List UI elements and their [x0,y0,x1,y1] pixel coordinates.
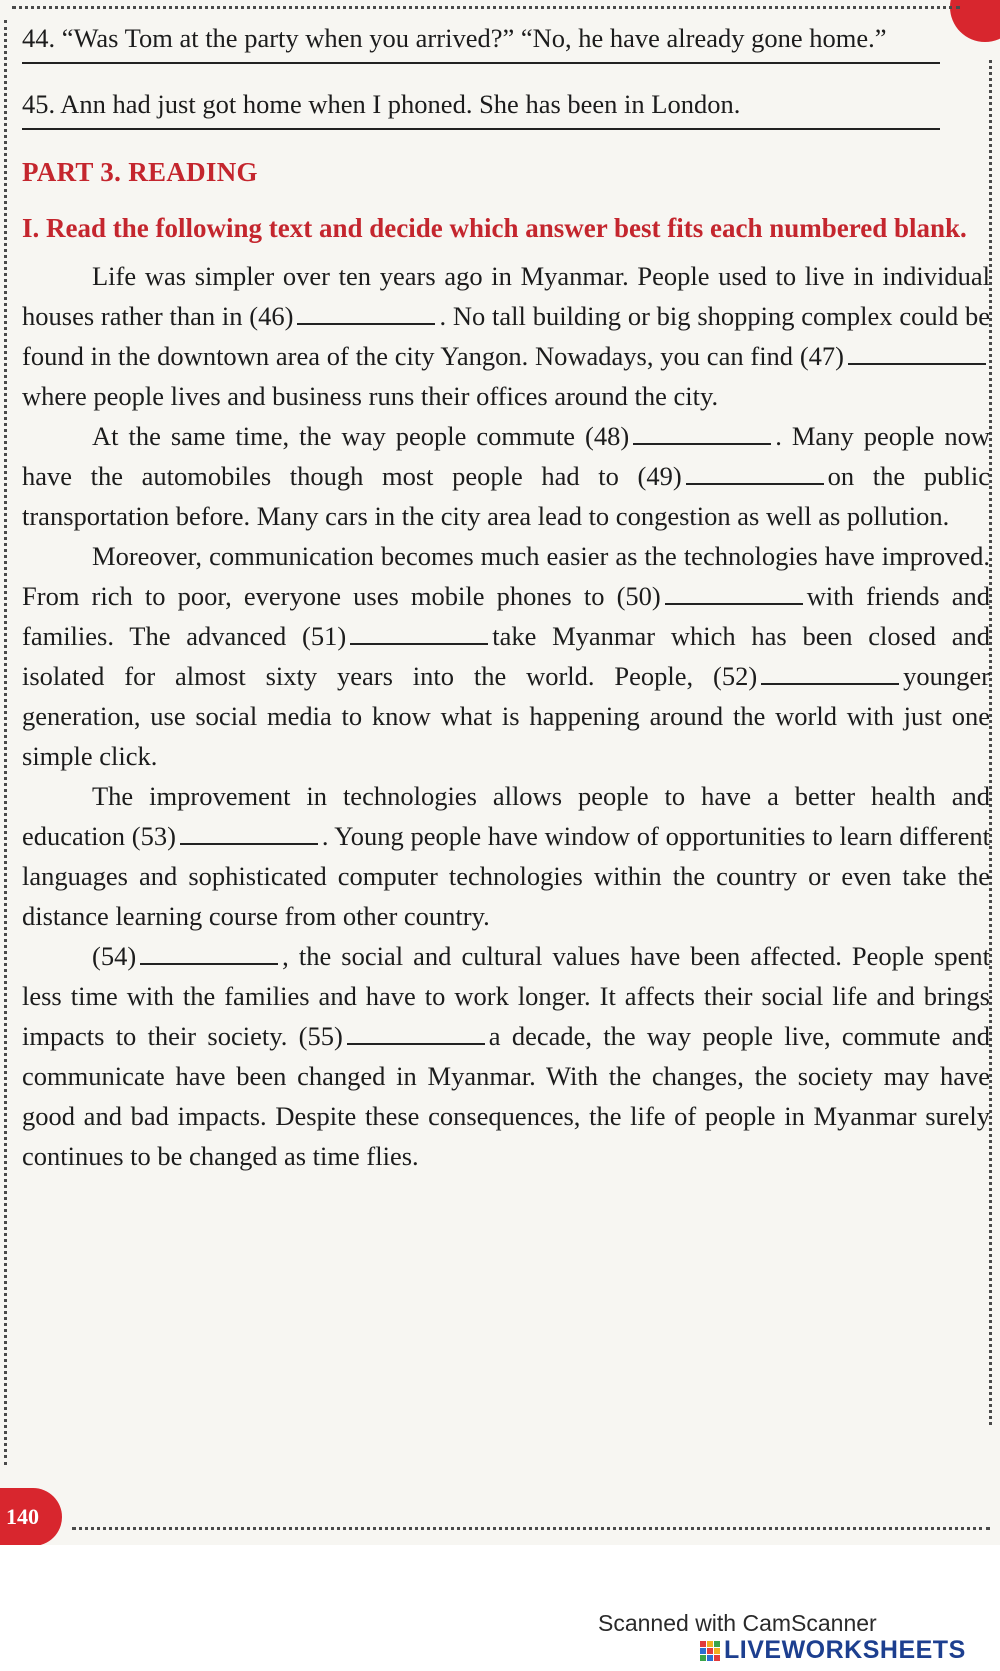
brand-logo [700,1636,966,1665]
blank-47[interactable] [848,341,986,365]
p1-text-a: Life was simpler over ten years ago in Myanmar. People used to live in individual houses rather than in (46) [22,261,990,331]
blank-51[interactable] [350,621,488,645]
answer-line-44[interactable] [22,62,940,64]
liveworksheets-icon [700,1641,720,1661]
reading-instruction: I. Read the following text and decide which answer best fits each numbered blank. [22,213,967,243]
p3-text-a: Moreover, communication becomes much easier as the technologies have improved. From rich to poor, everyone uses mobile phones to (50) [22,541,990,611]
p4-text-a: The improvement in technologies allows people to have a better health and education (53) [22,781,990,851]
dotted-border-top [12,6,960,9]
p3-text-d: younger generation, use social media to know what is happening around the world with just one simple click. [22,661,990,771]
blank-53[interactable] [180,821,318,845]
page-content [22,18,990,1176]
part-title: PART 3. READING [22,157,258,187]
blank-48[interactable] [633,421,771,445]
blank-49[interactable] [686,461,824,485]
blank-52[interactable] [761,661,899,685]
blank-54[interactable] [140,941,278,965]
question-45: 45. Ann had just got home when I phoned. She has been in London. [22,89,741,119]
p4-text-b: . Young people have window of opportunities to learn different languages and sophisticated computer technologies within the country or even take the distance learning course from other country. [22,821,990,931]
scanner-watermark: Scanned with CamScanner [598,1610,877,1636]
p2-text-b: . Many people now have the automobiles though most people had to (49) [22,421,990,491]
brand-text: LIVEWORKSHEETS [724,1636,966,1664]
p1-text-c: where people lives and business runs their offices around the city. [22,381,719,411]
blank-46[interactable] [297,301,435,325]
p2-text-a: At the same time, the way people commute (48) [92,421,630,451]
dotted-border-bottom [72,1527,990,1530]
paragraph-3 [22,536,990,776]
page-number: 140 [0,1488,62,1545]
paragraph-2 [22,416,990,536]
p5-text-a: (54) [92,941,137,971]
paragraph-1 [22,256,990,416]
p5-text-c: a decade, the way people live, commute and communicate have been changed in Myanmar. With the changes, the society may have good and bad impacts. Despite these consequences, the life of people in Myanmar surely continues to be changed as time flies. [22,1021,990,1171]
p5-text-b: , the social and cultural values have been affected. People spent less time with the families and have to work longer. It affects their social life and brings impacts to their society. (55) [22,941,990,1051]
p3-text-b: with friends and families. The advanced (51) [22,581,990,651]
question-44: 44. “Was Tom at the party when you arrived?” “No, he have already gone home.” [22,23,887,53]
p2-text-c: on the public transportation before. Many cars in the city area lead to congestion as well as pollution. [22,461,990,531]
blank-55[interactable] [347,1021,485,1045]
paragraph-5 [22,936,990,1176]
blank-50[interactable] [665,581,803,605]
dotted-border-left [4,20,7,1465]
p3-text-c: take Myanmar which has been closed and isolated for almost sixty years into the world. People, (52) [22,621,991,691]
paragraph-4 [22,776,990,936]
answer-line-45[interactable] [22,128,940,130]
p1-text-b: . No tall building or big shopping complex could be found in the downtown area of the city Yangon. Nowadays, you can find (47) [22,301,991,371]
